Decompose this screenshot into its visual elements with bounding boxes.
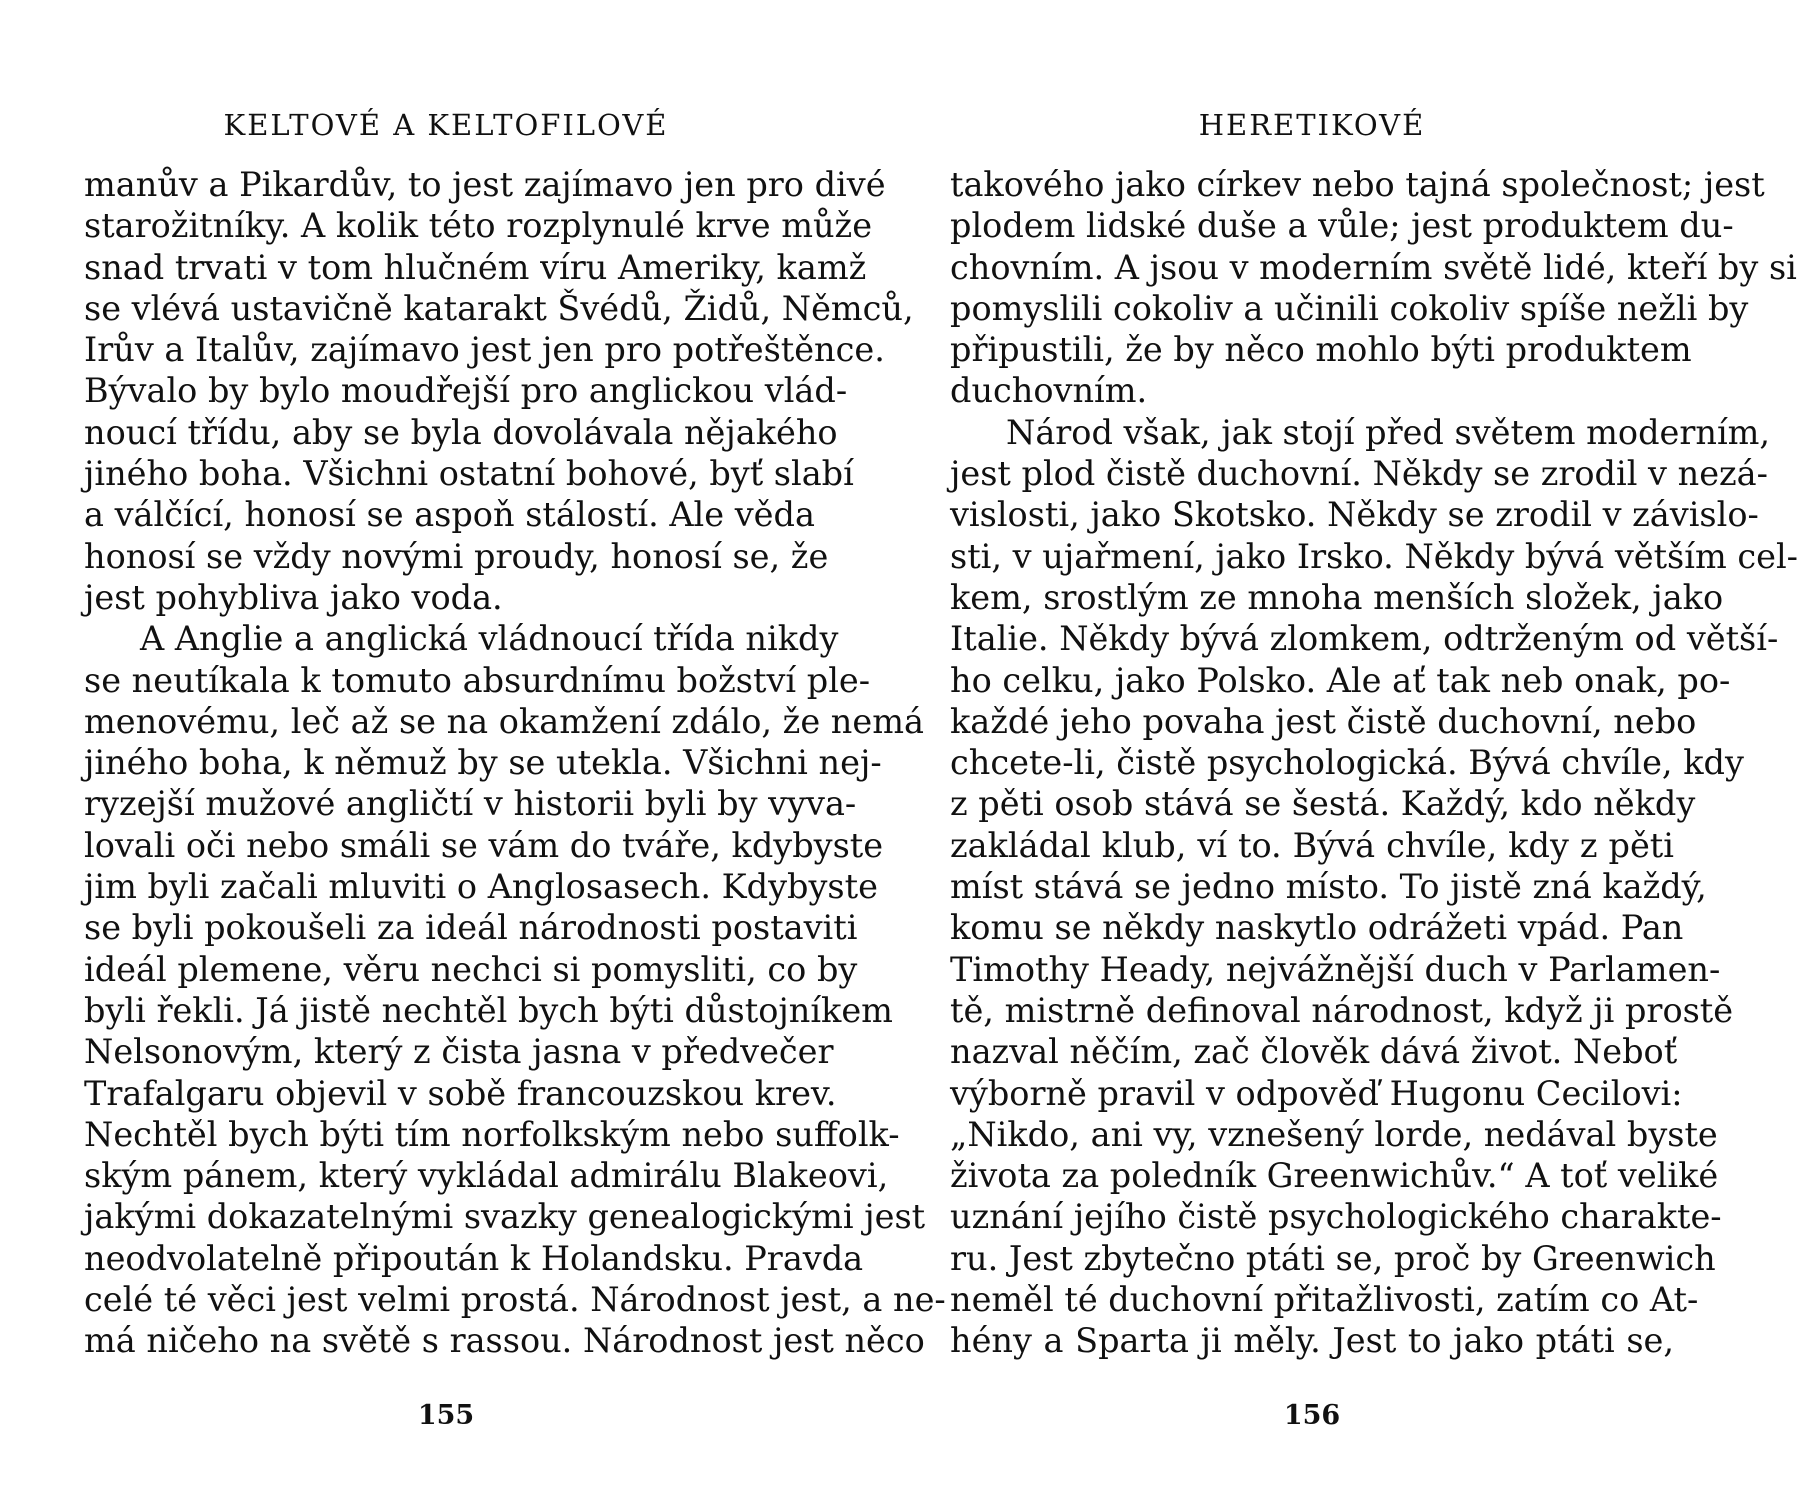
text-line: nazval něčím, zač člověk dává život. Neboť <box>950 1032 1678 1072</box>
left-page-text <box>84 164 946 1362</box>
text-line: noucí třídu, aby se byla dovolávala nějakého <box>84 412 838 452</box>
text-line: hény a Sparta ji měly. Jest to jako ptáti se, <box>950 1321 1674 1361</box>
text-line: se vlévá ustavičně katarakt Švédů, Židů, Němců, <box>84 288 914 328</box>
text-line: ryzejší mužové angličtí v historii byli by vyva- <box>84 784 857 824</box>
text-line: manův a Pikardův, to jest zajímavo jen pro divé <box>84 165 886 204</box>
text-line: tě, mistrně definoval národnost, když ji prostě <box>950 990 1734 1030</box>
text-line: z pěti osob stává se šestá. Každý, kdo někdy <box>950 784 1696 824</box>
text-line: byli řekli. Já jistě nechtěl bych býti důstojníkem <box>84 990 893 1030</box>
text-line: Nelsonovým, který z čista jasna v předvečer <box>84 1032 834 1072</box>
text-line: jiného boha, k němuž by se utekla. Všichni nej- <box>84 743 882 783</box>
page-number-right: 156 <box>1283 1400 1341 1431</box>
text-line: Trafalgaru objevil v sobě francouzskou krev. <box>84 1073 837 1113</box>
text-line: Irův a Italův, zajímavo jest jen pro potřeštěnce. <box>84 330 885 370</box>
text-line: sti, v ujařmení, jako Irsko. Někdy bývá větším cel- <box>950 536 1798 576</box>
text-line: Nechtěl bych býti tím norfolkským nebo suffolk- <box>84 1114 900 1154</box>
right-page-text <box>950 164 1798 1362</box>
running-head-left: KELTOVÉ A KELTOFILOVÉ <box>223 108 669 142</box>
text-line: a válčící, honosí se aspoň stálostí. Ale věda <box>84 495 815 535</box>
text-line: celé té věci jest velmi prostá. Národnost jest, a ne- <box>84 1280 946 1320</box>
text-line: komu se někdy naskytlo odrážeti vpád. Pan <box>950 908 1684 948</box>
text-line: honosí se vždy novými proudy, honosí se, že <box>84 536 829 576</box>
text-line: Italie. Někdy bývá zlomkem, odtrženým od větší- <box>950 619 1779 659</box>
left-page <box>84 0 946 1501</box>
text-line: Bývalo by bylo moudřejší pro anglickou vlád- <box>84 371 848 411</box>
text-line: ským pánem, který vykládal admirálu Blakeovi, <box>84 1156 889 1196</box>
text-line: neměl té duchovní přitažlivosti, zatím co At- <box>950 1280 1699 1320</box>
text-line: uznání jejího čistě psychologického charakte- <box>950 1197 1722 1237</box>
text-line: A Anglie a anglická vládnoucí třída nikdy <box>140 619 839 659</box>
text-line: výborně pravil v odpověď Hugonu Cecilovi: <box>950 1073 1683 1113</box>
text-line: jim byli začali mluviti o Anglosasech. Kdybyste <box>84 867 878 907</box>
text-line: jakými dokazatelnými svazky genealogickými jest <box>84 1197 926 1237</box>
text-line: ru. Jest zbytečno ptáti se, proč by Greenwich <box>950 1238 1716 1278</box>
text-line: jest pohybliva jako voda. <box>84 577 503 617</box>
text-line: míst stává se jedno místo. To jistě zná každý, <box>950 867 1707 907</box>
text-line: chovním. A jsou v moderním světě lidé, kteří by si <box>950 247 1797 287</box>
text-line: kem, srostlým ze mnoha menších složek, jako <box>950 577 1724 617</box>
text-line: takového jako církev nebo tajná společnost; jest <box>950 165 1765 204</box>
text-line: ideál plemene, věru nechci si pomysliti, co by <box>84 949 858 989</box>
text-line: Národ však, jak stojí před světem moderním, <box>1006 412 1771 452</box>
text-line: má ničeho na světě s rassou. Národnost jest něco <box>84 1321 925 1361</box>
text-line: vislosti, jako Skotsko. Někdy se zrodil v závislo- <box>950 495 1759 535</box>
right-page <box>950 0 1798 1501</box>
text-line: zakládal klub, ví to. Bývá chvíle, kdy z pěti <box>950 825 1674 865</box>
running-head-right: HERETIKOVÉ <box>1198 108 1426 142</box>
page-number-left: 155 <box>417 1400 475 1431</box>
text-line: neodvolatelně připoután k Holandsku. Pravda <box>84 1238 864 1278</box>
text-line: jiného boha. Všichni ostatní bohové, byť slabí <box>84 454 854 494</box>
text-line: Timothy Heady, nejvážnější duch v Parlamen- <box>950 949 1721 989</box>
text-line: se neutíkala k tomuto absurdnímu božství ple- <box>84 660 871 700</box>
text-line: jest plod čistě duchovní. Někdy se zrodil v nezá- <box>950 454 1768 494</box>
text-line: duchovním. <box>950 371 1148 411</box>
text-line: chcete-li, čistě psychologická. Bývá chvíle, kdy <box>950 743 1744 783</box>
text-line: lovali oči nebo smáli se vám do tváře, kdybyste <box>84 825 884 865</box>
text-line: „Nikdo, ani vy, vznešený lorde, nedával byste <box>950 1114 1718 1154</box>
text-line: pomyslili cokoliv a učinili cokoliv spíše nežli by <box>950 288 1749 328</box>
text-line: každé jeho povaha jest čistě duchovní, nebo <box>950 701 1697 741</box>
text-line: se byli pokoušeli za ideál národnosti postaviti <box>84 908 858 948</box>
text-line: připustili, že by něco mohlo býti produktem <box>950 330 1692 370</box>
text-line: života za poledník Greenwichův.“ A toť veliké <box>950 1156 1719 1196</box>
text-line: starožitníky. A kolik této rozplynulé krve může <box>84 206 873 246</box>
text-line: ho celku, jako Polsko. Ale ať tak neb onak, po- <box>950 660 1731 700</box>
text-line: menovému, leč až se na okamžení zdálo, že nemá <box>84 701 924 741</box>
text-line: snad trvati v tom hlučném víru Ameriky, kamž <box>84 247 867 287</box>
text-line: plodem lidské duše a vůle; jest produktem du- <box>950 206 1734 246</box>
